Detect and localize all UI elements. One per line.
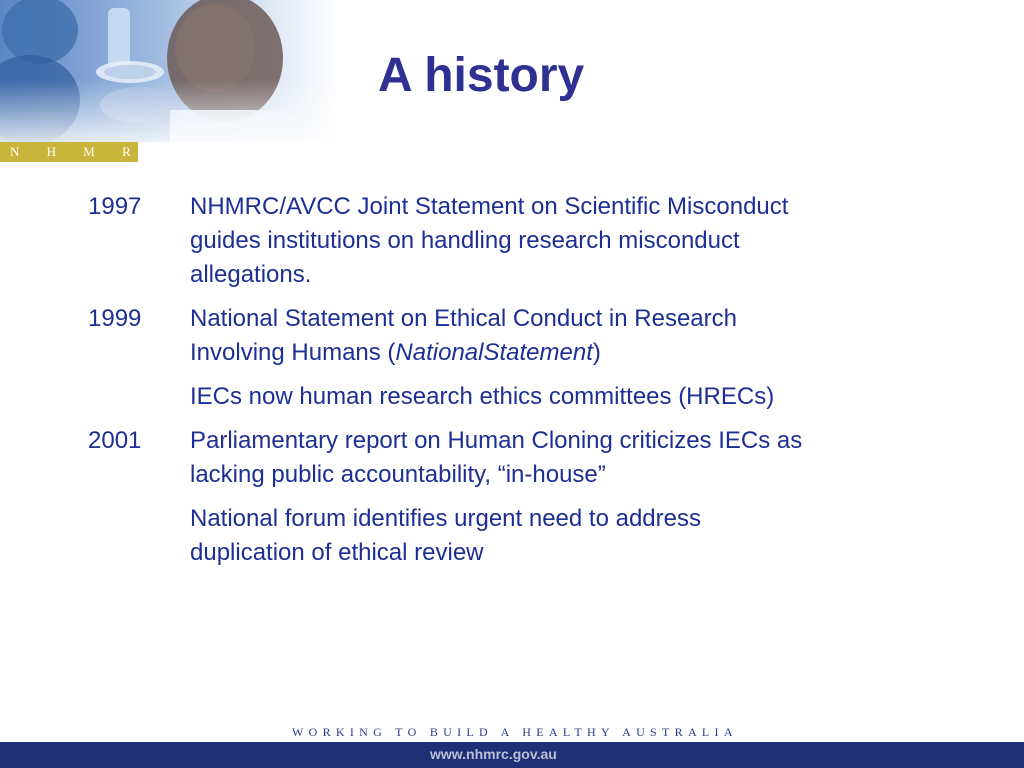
entry-paragraph: National forum identifies urgent need to address duplication of ethical review <box>190 505 701 566</box>
entry-year: 1997 <box>88 193 142 220</box>
entry-paragraph: NHMRC/AVCC Joint Statement on Scientific Misconduct guides institutions on handling research misconduct allegations. <box>190 193 789 288</box>
entry-paragraph: IECs now human research ethics committees (HRECs) <box>190 383 775 410</box>
history-entry-2001 <box>88 424 828 570</box>
history-list <box>88 190 828 580</box>
history-entry-1999 <box>88 302 828 414</box>
entry-text: ) <box>592 339 601 366</box>
header-photo <box>0 0 340 142</box>
entry-year: 2001 <box>88 427 142 454</box>
page-title: A history <box>378 49 585 102</box>
entry-description <box>190 424 810 570</box>
entry-description <box>190 190 810 292</box>
footer-url: www.nhmrc.gov.au <box>430 746 557 762</box>
footer-bar <box>0 742 1024 768</box>
logo-bar <box>0 142 179 162</box>
entry-paragraph: Parliamentary report on Human Cloning criticizes IECs as lacking public accountability, “in-house” <box>190 427 803 488</box>
footer-tagline: WORKING TO BUILD A HEALTHY AUSTRALIA <box>292 725 738 739</box>
history-entry-1997 <box>88 190 828 292</box>
entry-paragraph <box>190 302 810 370</box>
entry-text-italic: NationalStatement <box>395 339 593 366</box>
logo-text: N H M R C <box>10 144 179 159</box>
entry-text: National Statement on Ethical Conduct in Research Involving Humans ( <box>190 305 737 366</box>
entry-description <box>190 302 810 414</box>
header-photo-image <box>0 0 340 142</box>
entry-year: 1999 <box>88 305 142 332</box>
